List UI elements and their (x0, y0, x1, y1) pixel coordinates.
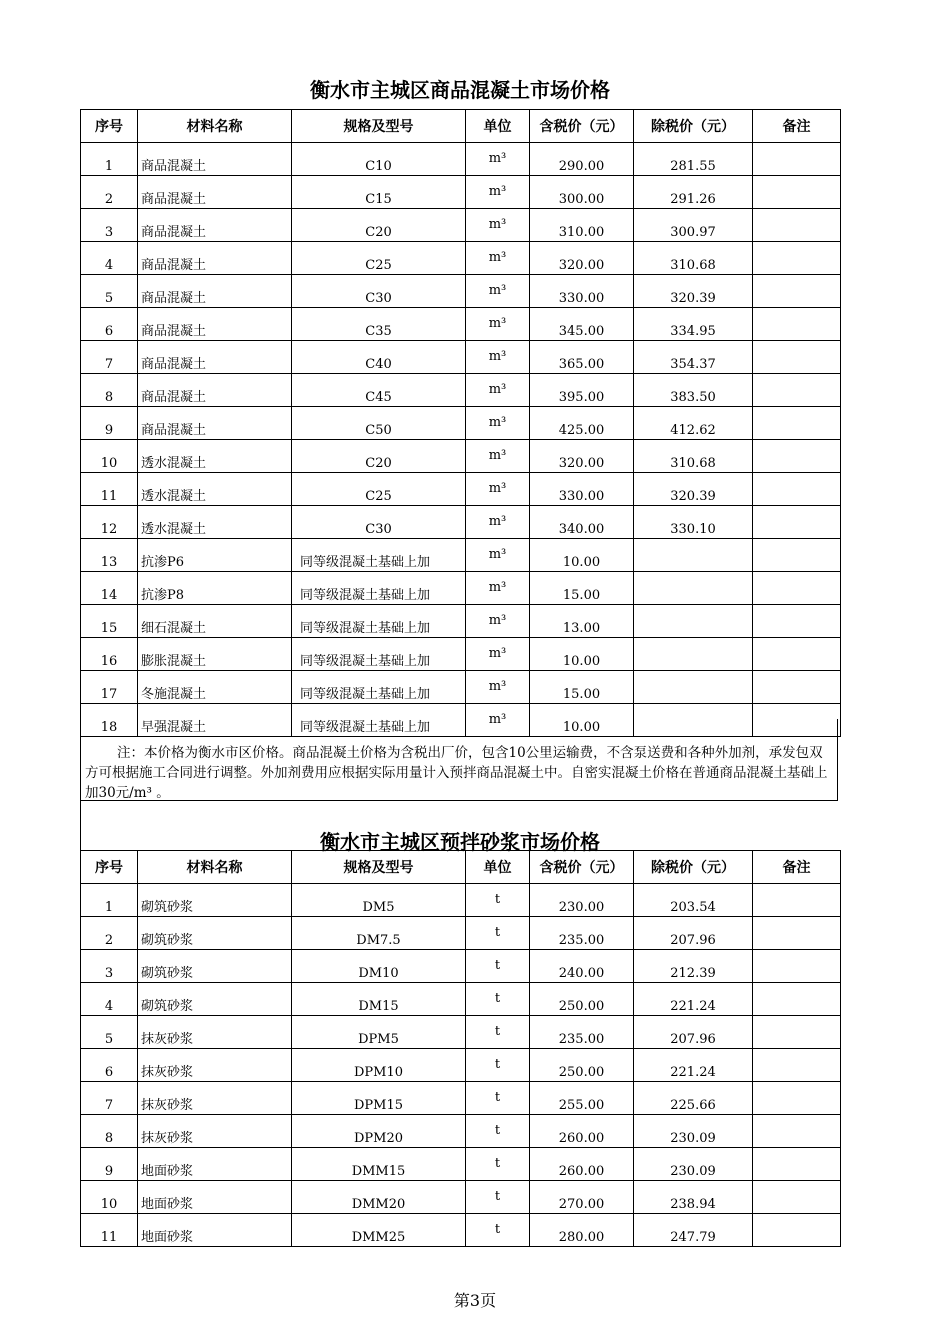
concrete-price-title: 衡水市主城区商品混凝土市场价格 (310, 78, 610, 102)
cell-unit: m³ (466, 539, 530, 572)
cell-unit: t (466, 1148, 530, 1181)
table-row (81, 242, 841, 275)
cell-unit: t (466, 1082, 530, 1115)
cell-price-excl-tax: 221.24 (634, 1049, 753, 1082)
cell-serial: 3 (81, 950, 138, 983)
cell-price-excl-tax: 281.55 (634, 143, 753, 176)
table-row (81, 1115, 841, 1148)
cell-unit: m³ (466, 308, 530, 341)
header-remarks: 备注 (753, 851, 841, 884)
cell-price-excl-tax: 300.97 (634, 209, 753, 242)
table-row (81, 176, 841, 209)
cell-spec: DPM15 (292, 1082, 466, 1115)
header-serial: 序号 (81, 851, 138, 884)
cell-price-excl-tax: 207.96 (634, 1016, 753, 1049)
cell-serial: 10 (81, 1181, 138, 1214)
header-material-name: 材料名称 (138, 110, 292, 143)
table-row (81, 983, 841, 1016)
table-row (81, 1082, 841, 1115)
cell-serial: 16 (81, 638, 138, 671)
cell-remarks (753, 275, 841, 308)
cell-material-name: 冬施混凝土 (138, 671, 292, 704)
cell-price-incl-tax: 13.00 (530, 605, 634, 638)
cell-spec: DMM20 (292, 1181, 466, 1214)
cell-serial: 18 (81, 704, 138, 737)
cell-material-name: 早强混凝土 (138, 704, 292, 737)
cell-serial: 6 (81, 308, 138, 341)
cell-spec: DM10 (292, 950, 466, 983)
cell-spec: C10 (292, 143, 466, 176)
cell-unit: t (466, 1115, 530, 1148)
cell-unit: m³ (466, 407, 530, 440)
cell-unit: m³ (466, 341, 530, 374)
cell-material-name: 透水混凝土 (138, 473, 292, 506)
cell-spec: C25 (292, 242, 466, 275)
cell-price-incl-tax: 365.00 (530, 341, 634, 374)
cell-material-name: 商品混凝土 (138, 308, 292, 341)
cell-serial: 2 (81, 176, 138, 209)
cell-serial: 14 (81, 572, 138, 605)
header-price-incl-tax: 含税价（元） (530, 110, 634, 143)
cell-material-name: 地面砂浆 (138, 1214, 292, 1247)
cell-serial: 17 (81, 671, 138, 704)
cell-remarks (753, 242, 841, 275)
cell-price-incl-tax: 10.00 (530, 539, 634, 572)
cell-serial: 3 (81, 209, 138, 242)
table-row (81, 539, 841, 572)
cell-remarks (753, 374, 841, 407)
cell-unit: m³ (466, 374, 530, 407)
cell-spec: DMM25 (292, 1214, 466, 1247)
cell-material-name: 商品混凝土 (138, 143, 292, 176)
cell-price-excl-tax: 230.09 (634, 1115, 753, 1148)
table-row (81, 917, 841, 950)
cell-serial: 12 (81, 506, 138, 539)
cell-price-excl-tax: 330.10 (634, 506, 753, 539)
header-serial: 序号 (81, 110, 138, 143)
table-row (81, 1181, 841, 1214)
cell-serial: 4 (81, 242, 138, 275)
cell-material-name: 商品混凝土 (138, 275, 292, 308)
cell-remarks (753, 638, 841, 671)
cell-spec: DM5 (292, 884, 466, 917)
cell-serial: 15 (81, 605, 138, 638)
cell-remarks (753, 308, 841, 341)
cell-remarks (753, 407, 841, 440)
cell-price-excl-tax (634, 539, 753, 572)
cell-price-excl-tax: 310.68 (634, 440, 753, 473)
table-row (81, 671, 841, 704)
cell-spec: DM7.5 (292, 917, 466, 950)
cell-serial: 1 (81, 143, 138, 176)
cell-serial: 11 (81, 473, 138, 506)
cell-remarks (753, 1148, 841, 1181)
header-material-name: 材料名称 (138, 851, 292, 884)
cell-remarks (753, 143, 841, 176)
cell-price-excl-tax: 221.24 (634, 983, 753, 1016)
cell-price-excl-tax (634, 605, 753, 638)
cell-unit: m³ (466, 176, 530, 209)
cell-price-excl-tax: 238.94 (634, 1181, 753, 1214)
table-row (81, 473, 841, 506)
cell-unit: t (466, 917, 530, 950)
table-row (81, 407, 841, 440)
cell-unit: t (466, 884, 530, 917)
cell-price-excl-tax: 412.62 (634, 407, 753, 440)
cell-material-name: 商品混凝土 (138, 407, 292, 440)
mortar-table-header-row (81, 851, 841, 884)
cell-unit: m³ (466, 638, 530, 671)
cell-price-incl-tax: 230.00 (530, 884, 634, 917)
cell-serial: 2 (81, 917, 138, 950)
table-row (81, 275, 841, 308)
cell-material-name: 砌筑砂浆 (138, 884, 292, 917)
table-row (81, 506, 841, 539)
cell-remarks (753, 1214, 841, 1247)
cell-spec: C25 (292, 473, 466, 506)
table-row (81, 209, 841, 242)
cell-price-incl-tax: 330.00 (530, 473, 634, 506)
cell-material-name: 地面砂浆 (138, 1181, 292, 1214)
cell-price-excl-tax: 203.54 (634, 884, 753, 917)
cell-price-excl-tax: 383.50 (634, 374, 753, 407)
cell-material-name: 砌筑砂浆 (138, 917, 292, 950)
cell-remarks (753, 539, 841, 572)
cell-price-incl-tax: 255.00 (530, 1082, 634, 1115)
header-unit: 单位 (466, 110, 530, 143)
cell-material-name: 细石混凝土 (138, 605, 292, 638)
mortar-price-title: 衡水市主城区预拌砂浆市场价格 (320, 830, 600, 854)
concrete-table-header-row (81, 110, 841, 143)
header-spec: 规格及型号 (292, 110, 466, 143)
cell-price-incl-tax: 280.00 (530, 1214, 634, 1247)
price-note: 注：本价格为衡水市区价格。商品混凝土价格为含税出厂价，包含10公里运输费，不含泵送费和各种外加剂，承发包双方可根据施工合同进行调整。外加剂费用应根据实际用量计入预拌商品混凝土中。自密实混凝土价格在普通商品混凝土基础上加30元/m³ 。 (80, 719, 838, 801)
cell-price-incl-tax: 310.00 (530, 209, 634, 242)
cell-material-name: 抹灰砂浆 (138, 1082, 292, 1115)
cell-material-name: 抹灰砂浆 (138, 1016, 292, 1049)
cell-price-excl-tax (634, 572, 753, 605)
cell-price-incl-tax: 260.00 (530, 1115, 634, 1148)
cell-spec: C20 (292, 440, 466, 473)
cell-price-excl-tax: 230.09 (634, 1148, 753, 1181)
mortar-price-table (80, 850, 841, 1247)
table-row (81, 572, 841, 605)
table-row (81, 638, 841, 671)
header-spec: 规格及型号 (292, 851, 466, 884)
cell-unit: t (466, 1016, 530, 1049)
cell-serial: 1 (81, 884, 138, 917)
cell-remarks (753, 1082, 841, 1115)
cell-material-name: 透水混凝土 (138, 440, 292, 473)
table-row (81, 884, 841, 917)
cell-spec: C50 (292, 407, 466, 440)
cell-material-name: 地面砂浆 (138, 1148, 292, 1181)
cell-remarks (753, 506, 841, 539)
cell-price-incl-tax: 235.00 (530, 1016, 634, 1049)
cell-spec: C45 (292, 374, 466, 407)
cell-serial: 4 (81, 983, 138, 1016)
cell-unit: m³ (466, 143, 530, 176)
cell-price-incl-tax: 290.00 (530, 143, 634, 176)
cell-unit: t (466, 983, 530, 1016)
cell-unit: m³ (466, 704, 530, 737)
table-row (81, 1049, 841, 1082)
cell-spec: DPM20 (292, 1115, 466, 1148)
cell-serial: 8 (81, 1115, 138, 1148)
cell-unit: m³ (466, 605, 530, 638)
cell-spec: C30 (292, 275, 466, 308)
cell-material-name: 商品混凝土 (138, 242, 292, 275)
cell-price-incl-tax: 320.00 (530, 242, 634, 275)
cell-price-excl-tax: 225.66 (634, 1082, 753, 1115)
cell-remarks (753, 884, 841, 917)
cell-material-name: 商品混凝土 (138, 209, 292, 242)
cell-price-excl-tax: 320.39 (634, 275, 753, 308)
cell-material-name: 抗渗P8 (138, 572, 292, 605)
cell-remarks (753, 605, 841, 638)
table-row (81, 143, 841, 176)
table-row (81, 605, 841, 638)
cell-price-incl-tax: 270.00 (530, 1181, 634, 1214)
cell-spec: C35 (292, 308, 466, 341)
cell-unit: m³ (466, 275, 530, 308)
cell-unit: m³ (466, 209, 530, 242)
cell-spec: 同等级混凝土基础上加 (292, 572, 466, 605)
cell-price-excl-tax: 212.39 (634, 950, 753, 983)
cell-price-incl-tax: 235.00 (530, 917, 634, 950)
cell-price-excl-tax: 334.95 (634, 308, 753, 341)
cell-material-name: 膨胀混凝土 (138, 638, 292, 671)
cell-serial: 5 (81, 1016, 138, 1049)
cell-remarks (753, 209, 841, 242)
header-price-incl-tax: 含税价（元） (530, 851, 634, 884)
cell-spec: DM15 (292, 983, 466, 1016)
cell-spec: C15 (292, 176, 466, 209)
cell-spec: 同等级混凝土基础上加 (292, 671, 466, 704)
cell-unit: t (466, 1181, 530, 1214)
cell-price-excl-tax (634, 671, 753, 704)
cell-remarks (753, 176, 841, 209)
cell-price-incl-tax: 250.00 (530, 983, 634, 1016)
header-unit: 单位 (466, 851, 530, 884)
cell-remarks (753, 983, 841, 1016)
cell-serial: 13 (81, 539, 138, 572)
cell-price-incl-tax: 240.00 (530, 950, 634, 983)
cell-spec: DPM10 (292, 1049, 466, 1082)
cell-serial: 9 (81, 407, 138, 440)
header-remarks: 备注 (753, 110, 841, 143)
cell-price-incl-tax: 10.00 (530, 704, 634, 737)
cell-price-incl-tax: 340.00 (530, 506, 634, 539)
cell-price-excl-tax: 207.96 (634, 917, 753, 950)
cell-remarks (753, 917, 841, 950)
cell-price-incl-tax: 300.00 (530, 176, 634, 209)
cell-spec: DPM5 (292, 1016, 466, 1049)
cell-price-excl-tax (634, 638, 753, 671)
cell-spec: 同等级混凝土基础上加 (292, 638, 466, 671)
cell-remarks (753, 950, 841, 983)
cell-price-incl-tax: 260.00 (530, 1148, 634, 1181)
cell-serial: 10 (81, 440, 138, 473)
cell-material-name: 抗渗P6 (138, 539, 292, 572)
cell-material-name: 商品混凝土 (138, 374, 292, 407)
cell-spec: C20 (292, 209, 466, 242)
cell-price-incl-tax: 425.00 (530, 407, 634, 440)
cell-price-excl-tax: 247.79 (634, 1214, 753, 1247)
cell-material-name: 砌筑砂浆 (138, 983, 292, 1016)
cell-unit: m³ (466, 473, 530, 506)
cell-material-name: 抹灰砂浆 (138, 1115, 292, 1148)
table-row (81, 1016, 841, 1049)
cell-price-incl-tax: 395.00 (530, 374, 634, 407)
cell-remarks (753, 440, 841, 473)
cell-price-excl-tax: 310.68 (634, 242, 753, 275)
cell-material-name: 商品混凝土 (138, 176, 292, 209)
cell-serial: 7 (81, 1082, 138, 1115)
cell-unit: t (466, 950, 530, 983)
cell-price-incl-tax: 320.00 (530, 440, 634, 473)
table-row (81, 308, 841, 341)
table-row (81, 440, 841, 473)
cell-remarks (753, 473, 841, 506)
cell-unit: m³ (466, 671, 530, 704)
cell-material-name: 砌筑砂浆 (138, 950, 292, 983)
header-price-excl-tax: 除税价（元） (634, 851, 753, 884)
cell-remarks (753, 1016, 841, 1049)
page-number: 第3页 (453, 1291, 497, 1310)
cell-unit: t (466, 1049, 530, 1082)
cell-price-incl-tax: 15.00 (530, 572, 634, 605)
cell-price-incl-tax: 330.00 (530, 275, 634, 308)
cell-spec: 同等级混凝土基础上加 (292, 539, 466, 572)
cell-serial: 8 (81, 374, 138, 407)
cell-unit: m³ (466, 506, 530, 539)
cell-price-incl-tax: 15.00 (530, 671, 634, 704)
cell-remarks (753, 341, 841, 374)
cell-material-name: 透水混凝土 (138, 506, 292, 539)
cell-remarks (753, 1049, 841, 1082)
cell-remarks (753, 1115, 841, 1148)
cell-price-incl-tax: 345.00 (530, 308, 634, 341)
cell-spec: DMM15 (292, 1148, 466, 1181)
cell-serial: 5 (81, 275, 138, 308)
cell-serial: 7 (81, 341, 138, 374)
cell-spec: C30 (292, 506, 466, 539)
header-price-excl-tax: 除税价（元） (634, 110, 753, 143)
cell-price-incl-tax: 10.00 (530, 638, 634, 671)
cell-serial: 11 (81, 1214, 138, 1247)
table-row (81, 374, 841, 407)
cell-price-excl-tax: 320.39 (634, 473, 753, 506)
cell-unit: m³ (466, 572, 530, 605)
cell-serial: 9 (81, 1148, 138, 1181)
cell-remarks (753, 671, 841, 704)
cell-price-excl-tax: 291.26 (634, 176, 753, 209)
cell-price-excl-tax: 354.37 (634, 341, 753, 374)
cell-remarks (753, 572, 841, 605)
cell-spec: 同等级混凝土基础上加 (292, 605, 466, 638)
cell-unit: m³ (466, 440, 530, 473)
table-row (81, 1214, 841, 1247)
cell-unit: m³ (466, 242, 530, 275)
cell-material-name: 抹灰砂浆 (138, 1049, 292, 1082)
table-row (81, 1148, 841, 1181)
table-row (81, 950, 841, 983)
concrete-price-table (80, 109, 841, 737)
cell-serial: 6 (81, 1049, 138, 1082)
cell-remarks (753, 1181, 841, 1214)
cell-spec: 同等级混凝土基础上加 (292, 704, 466, 737)
cell-material-name: 商品混凝土 (138, 341, 292, 374)
table-row (81, 341, 841, 374)
cell-unit: t (466, 1214, 530, 1247)
cell-spec: C40 (292, 341, 466, 374)
cell-price-incl-tax: 250.00 (530, 1049, 634, 1082)
